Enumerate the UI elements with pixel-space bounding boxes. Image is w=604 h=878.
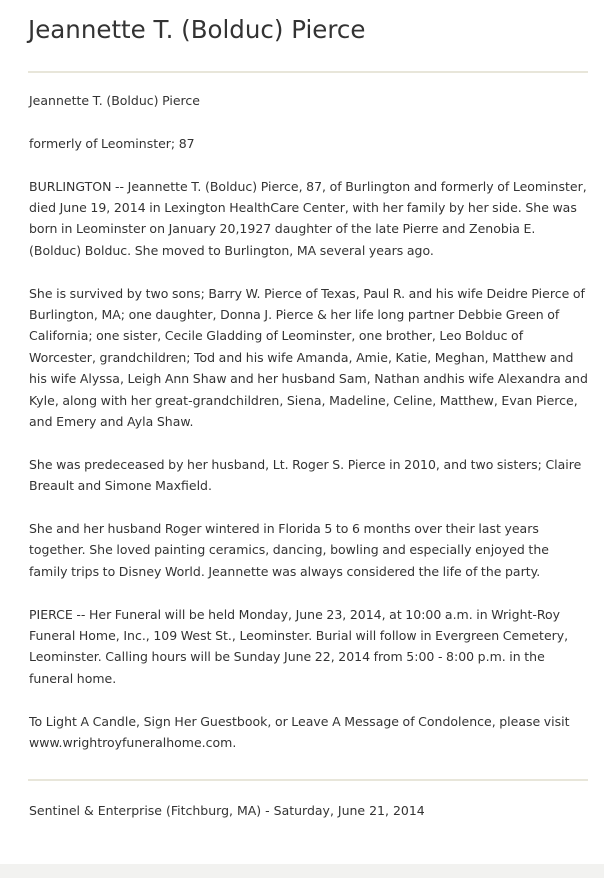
obituary-paragraph-death: BURLINGTON -- Jeannette T. (Bolduc) Pierce, 87, of Burlington and formerly of Leominster, died June 19, 2014 in Lexington HealthCare Center, with her family by her side. She was born in Leominster on January 20,1927 daughter of the late Pierre and Zenobia E. (Bolduc) Bolduc. She moved to Burlington, MA several years ago. [29,178,587,258]
obituary-name-line: Jeannette T. (Bolduc) Pierce [29,93,200,108]
obituary-paragraph-predeceased: She was predeceased by her husband, Lt. Roger S. Pierce in 2010, and two sisters; Claire Breault and Simone Maxfield. [29,456,582,494]
obituary-paragraph-survivors: She is survived by two sons; Barry W. Pierce of Texas, Paul R. and his wife Deidre Pierce of Burlington, MA; one daughter, Donna J. Pierce & her life long partner Debbie Green of California; one sister, Cecile Gladding of Leominster, one brother, Leo Bolduc of Worcester, grandchildren; Tod and his wife Amanda, Amie, Katie, Meghan, Matthew and his wife Alyssa, Leigh Ann Shaw and her husband Sam, Nathan andhis wife Alexandra and Kyle, along with her great-grandchildren, Siena, Madeline, Celine, Matthew, Evan Pierce, and Emery and Ayla Shaw. [29,285,588,430]
source-divider [28,779,588,781]
obituary-paragraph-guestbook: To Light A Candle, Sign Her Guestbook, or Leave A Message of Condolence, please visit www.wrightroyfuneralhome.com. [29,713,570,751]
obituary-subtitle: formerly of Leominster; 87 [29,135,195,151]
publication-source: Sentinel & Enterprise (Fitchburg, MA) - Saturday, June 21, 2014 [29,803,425,818]
obituary-paragraph-life: She and her husband Roger wintered in Florida 5 to 6 months over their last years together. She loved painting ceramics, dancing, bowling and especially enjoyed the family trips to Disney World. Jeannette was always considered the life of the party. [29,521,549,579]
obituary-paragraph-funeral: PIERCE -- Her Funeral will be held Monday, June 23, 2014, at 10:00 a.m. in Wright-Roy Funeral Home, Inc., 109 West St., Leominster. Burial will follow in Evergreen Cemetery, Leominster. Calling hours will be Sunday June 22, 2014 from 5:00 - 8:00 p.m. in the funeral home. [29,606,569,686]
title-divider [28,71,588,73]
obituary-body [29,90,589,775]
page-title: Jeannette T. (Bolduc) Pierce [28,15,366,44]
footer-band [0,864,604,878]
